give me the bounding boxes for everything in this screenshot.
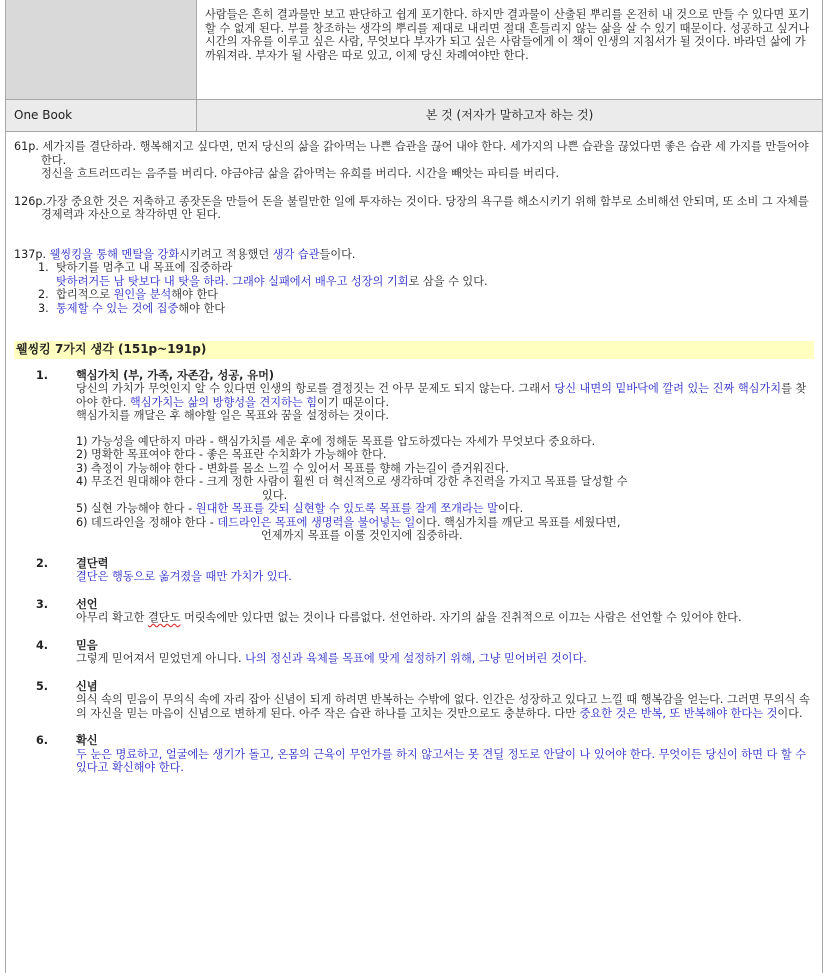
s1-l1e: 이기 때문이다. (317, 395, 390, 409)
s3-b-spellcheck: 결단도 (147, 611, 181, 624)
thought-item-5 (14, 680, 814, 721)
header-right-cell: 본 것 (저자가 말하고자 하는 것) (425, 108, 594, 122)
intro-cell (197, 0, 822, 99)
thought-item-2-title: 결단력 (76, 556, 109, 570)
intro-text: 사람들은 흔히 결과물만 보고 판단하고 쉽게 포기한다. 하지만 결과물이 산출된 뿌리를 온전히 내 것으로 만들 수 있다면 포기할 수 없게 된다. 부를 창조하는 생각의 뿌리를 제대로 내리면 절대 흔들리지 않는 삶을 살 수 있기 때문이다. 성공하고 싶거나 시간의 자유를 이루고 싶은 사람, 무엇보다 부자가 되고 싶은 사람들에게 이 책이 인생의 지침서가 될 것이다. 바라던 삶에 가까워져라. 부자가 될 사람은 따로 있고, 이제 당신 차례여야만 한다. (205, 8, 810, 62)
habit-item-3-post: 해야 한다 (178, 301, 226, 315)
note-61p (14, 140, 814, 181)
s1-l1d: 핵심가치는 삶의 방향성을 견지하는 힘 (129, 395, 318, 409)
note-137p-blue1: 웰씽킹을 통해 멘탈을 강화 (49, 247, 180, 261)
thought-item-5-text (76, 693, 814, 720)
s1-sub5c: 이다. (497, 502, 524, 515)
goal-criteria-4: 4) 무조건 원대해야 한다 - 크게 정한 사람이 훨씬 더 혁신적으로 생각하며 강한 추진력을 가지고 목표를 달성할 수 (76, 475, 628, 488)
thought-item-1-num: 1. (36, 368, 49, 382)
goal-criteria-1: 1) 가능성을 예단하지 마라 - 핵심가치를 세운 후에 정해둔 목표를 압도하겠다는 자세가 무엇보다 중요하다. (76, 434, 596, 448)
thought-item-4-text (76, 652, 814, 666)
goal-criteria-4-cont: 있다. (262, 488, 288, 502)
note-137p-prefix: 137p. (14, 247, 50, 261)
habit-list (38, 261, 814, 315)
thought-item-6-text: 두 눈은 명료하고, 얼굴에는 생기가 돌고, 온몸의 근육이 무언가를 하지 않고서는 못 견딜 정도로 안달이 나 있어야 한다. 무엇이든 당신이 하면 다 할 수 있다고 확신해야 한다. (76, 747, 807, 774)
goal-criteria-list (76, 435, 814, 543)
habit-item-2 (38, 288, 814, 302)
thought-item-6-title: 확신 (76, 734, 98, 747)
habit-item-1-note-black: 로 삼을 수 있다. (408, 274, 488, 288)
goal-criteria-6-cont: 언제까지 목표를 이룰 것인지에 집중하라. (261, 529, 463, 542)
note-137p-intro (14, 248, 814, 262)
habit-item-1-note-blue: 탓하려거든 남 탓보다 내 탓을 하라. 그래야 실패에서 배우고 성장의 기회 (56, 274, 409, 288)
s5-b: 중요한 것은 반복, 또 반복해야 한다는 것 (579, 706, 778, 720)
thought-item-6 (14, 734, 814, 775)
thought-item-2 (14, 557, 814, 584)
note-137p-blue2: 생각 습관 (272, 247, 320, 261)
goal-criteria-2: 2) 명확한 목표여야 한다 - 좋은 목표란 수치화가 가능해야 한다. (76, 448, 387, 461)
thought-item-1-title: 핵심가치 (부, 가족, 자존감, 성공, 유머) (76, 368, 275, 382)
habit-item-3-blue: 통제할 수 있는 것에 집중 (56, 301, 179, 315)
habit-item-2-blue: 원인을 분석 (113, 288, 172, 301)
s1-sub6a: 6) 데드라인을 정해야 한다 - (76, 515, 218, 529)
s4-b: 나의 정신과 육체를 목표에 맞게 설정하기 위해, 그냥 믿어버린 것이다. (245, 652, 587, 665)
thought-item-6-num: 6. (36, 734, 49, 747)
s1-sub6c: 이다. 핵심가치를 깨닫고 목표를 세웠다면, (415, 515, 621, 529)
s1-l1c: 를 찾아야 한다. (76, 382, 807, 409)
s1-l1a: 당신의 가치가 무엇인지 알 수 있다면 인생의 항로를 결정짓는 건 아무 문제도 되지 않는다. 그래서 (76, 382, 555, 395)
habit-item-2-num: 2. (38, 288, 49, 301)
goal-criteria-5 (76, 502, 814, 516)
thought-item-4 (14, 639, 814, 666)
goal-criteria-6 (76, 516, 814, 530)
habit-item-1-text: 탓하기를 멈추고 내 목표에 집중하라 (56, 261, 233, 274)
thought-item-3-text (76, 611, 814, 625)
thought-item-5-title: 신념 (76, 679, 98, 693)
note-137p (14, 248, 814, 316)
intro-row (6, 0, 822, 100)
habit-item-3-num: 3. (38, 301, 49, 315)
intro-blank-cell (6, 0, 197, 99)
note-61p-line2: 정신을 흐트러뜨리는 음주를 버리다. 야금야금 삶을 갉아먹는 유희를 버리다. 시간을 빼앗는 파티를 버리다. (41, 167, 560, 180)
thought-item-1 (14, 369, 814, 543)
habit-item-1 (38, 261, 814, 288)
thought-item-4-title: 믿음 (76, 638, 98, 652)
habit-item-3 (38, 302, 814, 316)
note-137p-suffix: 들이다. (319, 247, 356, 261)
habit-item-1-num: 1. (38, 261, 49, 274)
s5-c: 이다. (777, 706, 803, 720)
document-frame (5, 0, 823, 973)
note-137p-mid: 시키려고 적용했던 (179, 247, 273, 261)
s5-a: 의식 속의 믿음이 무의식 속에 자리 잡아 신념이 되게 하려면 반복하는 수밖에 없다. 인간은 성장하고 있다고 느낄 때 행복감을 얻는다. 그러면 무의식 속의 자신을 믿는 마음이 신념으로 변하게 된다. 아주 작은 습관 하나를 고치는 것만으로도 충분하다. 다만 (76, 693, 810, 720)
s4-a: 그렇게 믿어져서 믿었던게 아니다. (76, 652, 246, 665)
header-row (6, 100, 822, 132)
s3-a: 아무리 확고한 (76, 611, 148, 624)
goal-criteria-3: 3) 측정이 가능해야 한다 - 변화를 몸소 느낄 수 있어서 목표를 향해 가는길이 즐거워진다. (76, 461, 509, 475)
habit-item-2-post: 해야 한다 (171, 288, 218, 301)
note-61p-line1: 61p. 세가지를 결단하라. 행복해지고 싶다면, 먼저 당신의 삶을 갉아먹는 나쁜 습관을 끊어 내야 한다. 세가지의 나쁜 습관을 끊었다면 좋은 습관 세 가지를 만들어야 한다. (14, 140, 809, 167)
s3-c: 머릿속에만 있다면 없는 것이나 다름없다. 선언하라. 자기의 삶을 진취적으로 이끄는 사람은 선언할 수 있어야 한다. (180, 611, 742, 624)
s1-sub5b: 원대한 목표를 갖되 실현할 수 있도록 목표를 잘게 쪼개라는 말 (195, 502, 498, 515)
thought-item-1-para1 (76, 382, 814, 409)
thought-item-3-title: 선언 (76, 597, 98, 611)
habit-item-2-pre: 합리적으로 (56, 288, 114, 301)
s1-sub6b: 데드라인은 목표에 생명력을 불어넣는 일 (217, 515, 416, 529)
thought-item-3 (14, 598, 814, 625)
thought-item-2-text: 결단은 행동으로 옮겨졌을 때만 가치가 있다. (76, 570, 292, 583)
s1-l1b: 당신 내면의 밑바닥에 깔려 있는 진짜 핵심가치 (554, 382, 782, 395)
thought-item-4-num: 4. (36, 638, 49, 652)
header-left-cell: One Book (6, 100, 197, 131)
thought-item-2-num: 2. (36, 556, 49, 570)
note-126p: 126p.가장 중요한 것은 저축하고 종잣돈을 만들어 돈을 불릴만한 일에 투자하는 것이다. 당장의 욕구를 해소시키기 위해 함부로 소비해선 안되며, 또 소비 그 자체를 경제력과 자산으로 착각하면 안 된다. (14, 194, 809, 221)
thought-item-3-num: 3. (36, 597, 49, 611)
section-title-wealthinking: 웰씽킹 7가지 생각 (151p~191p) (14, 341, 814, 359)
thought-item-1-para2: 핵심가치를 깨달은 후 해야할 일은 목표와 꿈을 설정하는 것이다. (76, 409, 389, 422)
s1-sub5a: 5) 실현 가능해야 한다 - (76, 502, 196, 515)
thought-item-5-num: 5. (36, 679, 49, 693)
notes-body (6, 132, 822, 775)
